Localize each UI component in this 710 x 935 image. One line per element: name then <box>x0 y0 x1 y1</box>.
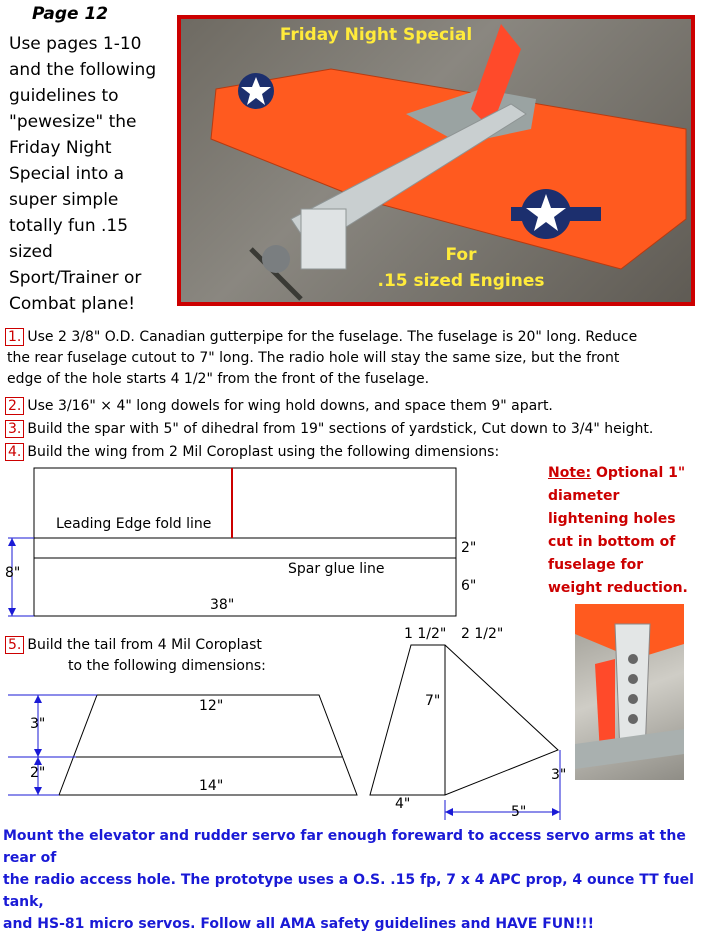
arrow-up-icon <box>34 757 42 765</box>
fuselage-photo <box>575 604 684 780</box>
intro-line: sized <box>9 242 53 262</box>
wing-dim-6-label: 6" <box>461 578 477 594</box>
intro-line: totally fun .15 <box>9 216 129 236</box>
wing-height-label: 8" <box>5 565 21 581</box>
stab-h2-label: 2" <box>30 765 46 781</box>
photo-title: Friday Night Special <box>279 25 473 45</box>
closing-text <box>3 825 708 935</box>
wing-outline <box>34 468 456 616</box>
stab-bottom-label: 14" <box>199 778 224 794</box>
arrow-right-icon <box>552 808 560 816</box>
closing-line: and HS-81 micro servos. Follow all AMA safety guidelines and HAVE FUN!!! <box>3 916 595 932</box>
intro-line: Sport/Trainer or <box>9 268 142 288</box>
note-label: Note: <box>548 465 592 481</box>
rudder-diagram <box>360 640 580 825</box>
rudder-top-right-label: 2 1/2" <box>461 626 504 642</box>
wing-width-label: 38" <box>210 597 235 613</box>
step-text: Use 3/16" × 4" long dowels for wing hold downs, and space them 9" apart. <box>27 398 553 414</box>
arrow-down-icon <box>34 787 42 795</box>
plane-photo <box>177 15 695 306</box>
step-number: 4. <box>5 443 24 461</box>
stab-top-label: 12" <box>199 698 224 714</box>
arrow-up-icon <box>8 538 16 546</box>
note-text: lightening holes <box>548 511 676 527</box>
note-text: cut in bottom of <box>548 534 676 550</box>
step-2 <box>5 396 553 417</box>
rudder-bottom-right-label: 5" <box>511 804 527 820</box>
leading-edge-label: Leading Edge fold line <box>56 516 212 532</box>
rudder-right-height-label: 3" <box>551 767 567 783</box>
step-number: 1. <box>5 328 24 346</box>
step-text: the rear fuselage cutout to 7" long. The radio hole will stay the same size, but the front <box>7 350 620 366</box>
wing-diagram <box>0 460 500 620</box>
closing-line: Mount the elevator and rudder servo far enough foreward to access servo arms at the rear of <box>3 828 686 866</box>
step-number: 3. <box>5 420 24 438</box>
arrow-left-icon <box>445 808 453 816</box>
note-block <box>548 462 698 600</box>
note-text: Optional 1" <box>591 465 686 481</box>
step-text: edge of the hole starts 4 1/2" from the front of the fuselage. <box>7 371 430 387</box>
arrow-down-icon <box>34 749 42 757</box>
step-3 <box>5 419 653 440</box>
step-text: Build the tail from 4 Mil Coroplast <box>27 637 262 653</box>
rudder-bottom-label: 4" <box>395 796 411 812</box>
step-text: Build the spar with 5" of dihedral from 19" sections of yardstick, Cut down to 3/4" height. <box>27 421 654 437</box>
intro-line: guidelines to <box>9 86 119 106</box>
intro-text <box>9 31 156 317</box>
fuselage-illustration <box>575 604 684 780</box>
closing-line: the radio access hole. The prototype uses a O.S. .15 fp, 7 x 4 APC prop, 4 ounce TT fuel tank, <box>3 872 694 910</box>
step-5 <box>5 635 266 677</box>
photo-engines-text: .15 sized Engines <box>377 271 545 291</box>
spar-label: Spar glue line <box>288 561 385 577</box>
step-text: to the following dimensions: <box>68 658 266 674</box>
step-text: Build the wing from 2 Mil Coroplast using the following dimensions: <box>27 444 500 460</box>
wing-dim-2-label: 2" <box>461 540 477 556</box>
note-text: weight reduction. <box>548 580 688 596</box>
rudder-height-label: 7" <box>425 693 441 709</box>
photo-for-text: For <box>445 245 477 265</box>
arrow-up-icon <box>34 695 42 703</box>
rudder-top-left-label: 1 1/2" <box>404 626 447 642</box>
intro-line: Use pages 1-10 <box>9 34 142 54</box>
intro-line: super simple <box>9 190 119 210</box>
step-number: 5. <box>5 636 24 654</box>
rudder-outline <box>370 645 558 795</box>
stab-h1-label: 3" <box>30 716 46 732</box>
arrow-down-icon <box>8 608 16 616</box>
intro-line: "pewesize" the <box>9 112 137 132</box>
step-number: 2. <box>5 397 24 415</box>
intro-line: Special into a <box>9 164 125 184</box>
note-text: diameter <box>548 488 620 504</box>
stabilizer-diagram <box>0 685 370 805</box>
intro-line: Friday Night <box>9 138 112 158</box>
step-1 <box>5 327 637 390</box>
note-text: fuselage for <box>548 557 644 573</box>
intro-line: and the following <box>9 60 157 80</box>
step-text: Use 2 3/8" O.D. Canadian gutterpipe for the fuselage. The fuselage is 20" long. Reduce <box>27 329 638 345</box>
intro-line: Combat plane! <box>9 294 136 314</box>
page-label: Page 12 <box>32 4 109 24</box>
